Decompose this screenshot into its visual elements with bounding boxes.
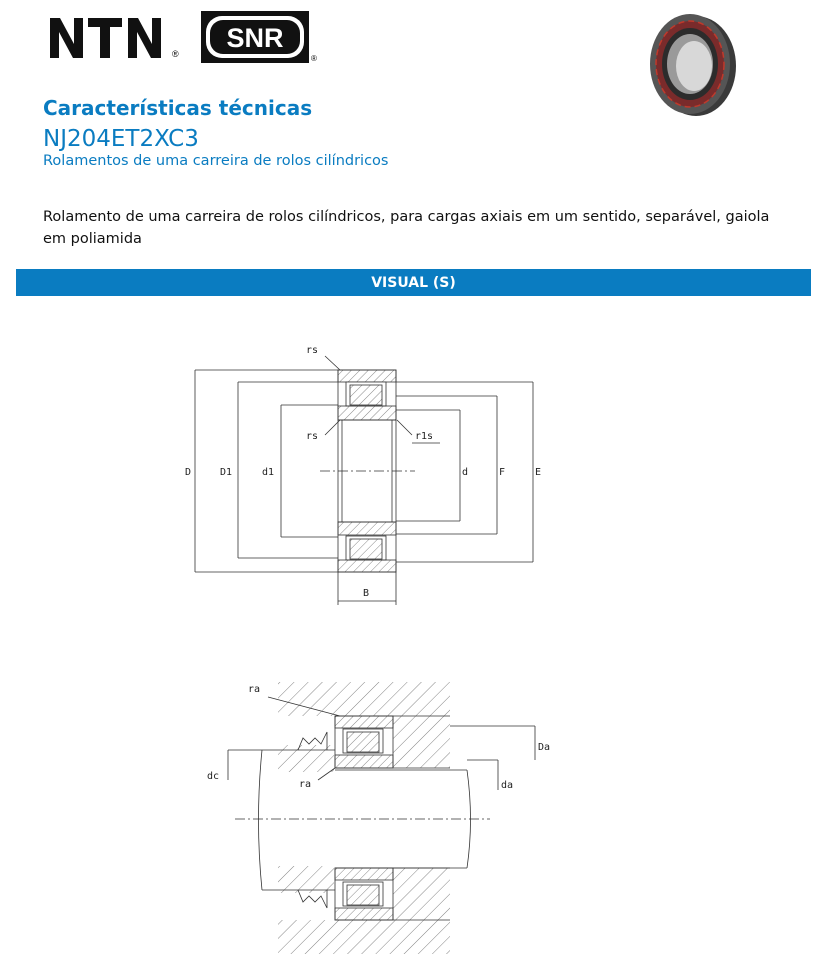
dim-label-da: da [501, 780, 514, 791]
mounting-drawing [228, 682, 535, 954]
product-code: NJ204ET2XC3 [43, 126, 199, 152]
dim-label-d: d [462, 467, 469, 478]
product-description: Rolamento de uma carreira de rolos cilíndricos, para cargas axiais em um sentido, separável, gaiola em poliamida [43, 209, 770, 247]
dim-label-D1: D1 [220, 467, 233, 478]
bearing-section-drawing [195, 356, 533, 605]
dim-label-E: E [535, 467, 542, 478]
dim-label-rs-mid: rs [306, 431, 319, 442]
dim-label-d1: d1 [262, 467, 275, 478]
dim-label-ra-top: ra [248, 684, 261, 695]
dim-label-rs-top: rs [306, 345, 319, 356]
snr-logo-text: SNR [226, 23, 284, 53]
dim-label-Da: Da [538, 742, 551, 753]
dim-label-r1s: r1s [415, 431, 434, 442]
dim-label-F: F [499, 467, 506, 478]
registered-mark: ® [172, 49, 179, 59]
dim-label-dc: dc [207, 771, 220, 782]
dim-label-D: D [185, 467, 192, 478]
page-title: Características técnicas [43, 96, 313, 120]
dim-label-B: B [363, 588, 370, 599]
section-header-visual: VISUAL (S) [16, 269, 811, 296]
dim-label-ra-mid: ra [299, 779, 312, 790]
registered-mark: ® [311, 54, 317, 63]
product-subtitle: Rolamentos de uma carreira de rolos cilíndricos [43, 153, 389, 169]
